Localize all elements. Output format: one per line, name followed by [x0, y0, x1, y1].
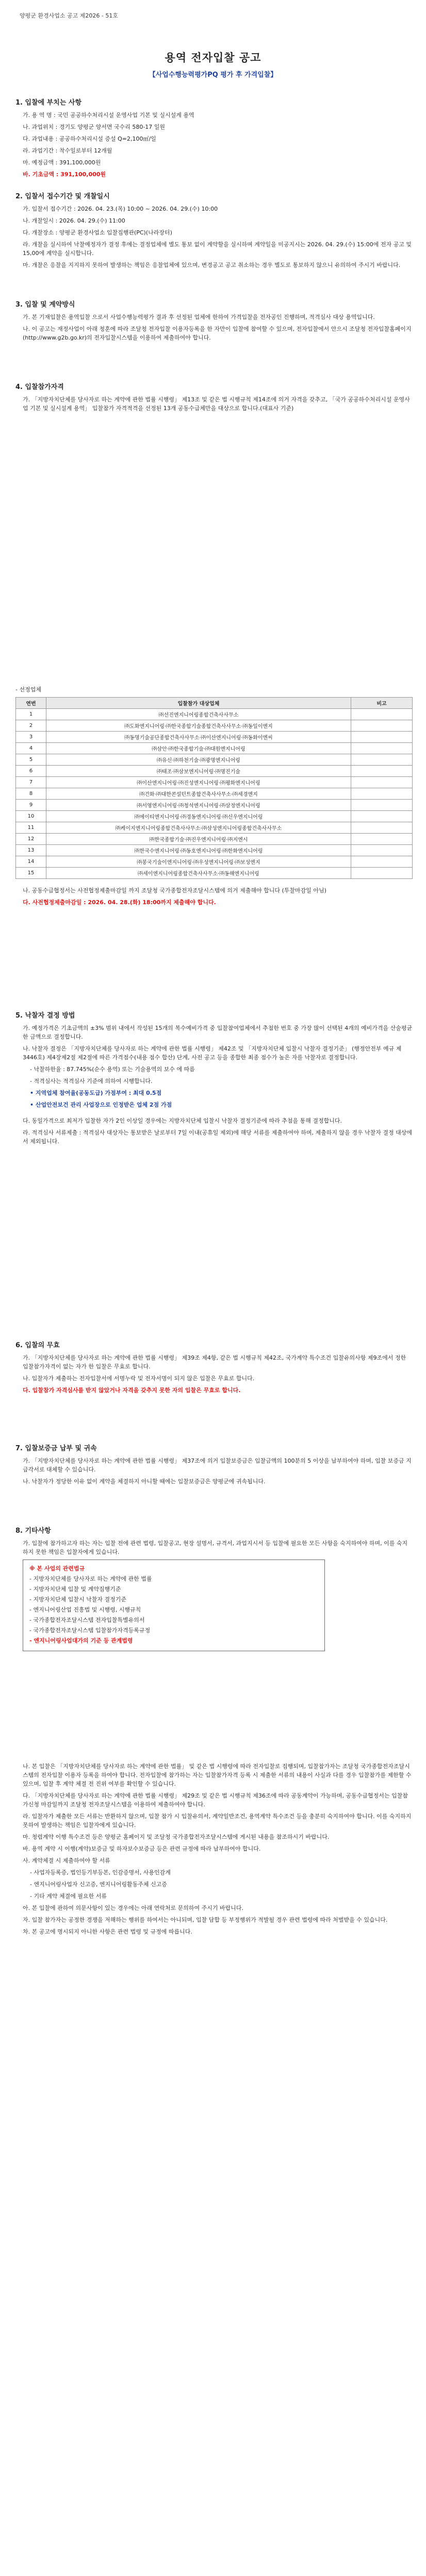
table-row — [16, 868, 413, 879]
note-cell — [351, 800, 413, 811]
table-row — [16, 709, 413, 720]
selected-firms-table — [15, 697, 413, 879]
note-cell — [351, 856, 413, 868]
page-title: 용역 전자입찰 공고 — [165, 52, 261, 64]
item-line: 가. 용 역 명 : 국민 공공하수처리시설 운영사업 기본 및 실시설계 용역 — [23, 112, 194, 118]
item-line: 다. 개찰장소 : 양평군 환경사업소 입찰집행관(PC)(나라장터) — [23, 229, 172, 236]
item-line: - 낙찰하한율 : 87.745%(순수 용역) 또는 기술용역의 보수 에 따름 — [30, 1066, 195, 1073]
item-line: 나. 낙찰자 결정은 「지방자치단체를 당사자로 하는 계약에 관한 법률 시행령」 제42조 및 「지방자치단체 입찰시 낙찰자 결정기준」 (행정안전부 예규 제3446호) 제4장제2절 제2절에 따른 가격점수(내용 점수 합산) 단계, 사전 공고 등을 종합한 최종 점수가 높은 자를 낙찰자로 결정합니다. — [23, 1045, 402, 1061]
col-header-firm: 입찰참가 대상업체 — [46, 698, 351, 709]
row-number-cell: 15 — [16, 868, 46, 879]
box-item: - 지방자치단체 입찰시 낙찰자 결정기준 — [29, 1596, 126, 1603]
firm-name-cell: ㈜삼안·㈜한국종합기술·㈜대원엔지니어링 — [46, 743, 351, 754]
section-heading: 3. 입찰 및 계약방식 — [15, 301, 75, 309]
note-cell — [351, 834, 413, 845]
table-header-row — [16, 698, 413, 709]
row-number-cell: 8 — [16, 788, 46, 800]
item-line: 나. 과업위치 : 경기도 양평군 양서면 국수리 580-17 일원 — [23, 124, 166, 130]
table-row — [16, 743, 413, 754]
item-line: - 사업자등록증, 법인등기부등본, 인감증명서, 사용인감계 — [30, 1869, 171, 1876]
row-number-cell: 2 — [16, 720, 46, 732]
note-cell — [351, 788, 413, 800]
item-line: - 엔지니어링사업자 신고증, 엔지니어링활동주체 신고증 — [30, 1881, 167, 1888]
firm-name-cell: ㈜태조·㈜삼보엔지니어링·㈜명진기술 — [46, 766, 351, 777]
section-heading: 8. 기타사항 — [15, 1527, 51, 1535]
section-heading: 1. 입찰에 부치는 사항 — [15, 99, 82, 107]
section-bid-items — [15, 97, 413, 182]
section-heading: 6. 입찰의 무효 — [15, 1342, 60, 1349]
section-eligibility — [15, 381, 413, 416]
item-line: 가. 「지방자치단체를 당사자로 하는 계약에 관한 법률 시행령」 제37조에 의거 입찰보증금은 입찰금액의 100분의 5 이상을 납부하여야 하며, 입찰 보증금 지급각서로 대체할 수 있습니다. — [23, 1458, 412, 1473]
firm-name-cell: ㈜이산엔지니어링·㈜진성엔지니어링·㈜평화엔지니어링 — [46, 777, 351, 788]
item-line: 라. 입찰자가 제출한 모든 서류는 반환하지 않으며, 입찰 참가 시 입찰유의서, 계약일반조건, 용역계약 특수조건 등을 충분히 숙지하여야 합니다. 이를 숙지하지 못하여 발생하는 책임은 입찰자에게 있습니다. — [23, 1813, 412, 1828]
item-line: 나. 이 공고는 재정사업이 아래 청훈에 따라 조달청 전자입찰 이용자등록을 한 자만이 입찰에 참여할 수 있으며, 전자입찰에서 안으시 조달청 전자입찰홈페이지(http://www.g2b.go.kr)의 전자입찰시스템을 이용하여 제출하여야 합니다. — [23, 326, 412, 341]
item-line: 차. 본 공고에 명시되지 아니한 사항은 관련 법령 및 규정에 따릅니다. — [23, 1928, 192, 1935]
firm-name-cell: ㈜유신·㈜하천기술·㈜광명엔지니어링 — [46, 754, 351, 766]
section-heading: 2. 입찰서 접수기간 및 개찰일시 — [15, 193, 110, 200]
firm-name-cell: ㈜동명기술공단종합건축사사무소·㈜이산엔지니어링·㈜동화이엔씨 — [46, 732, 351, 743]
table-row — [16, 845, 413, 856]
note-cell — [351, 777, 413, 788]
item-line: 나. 본 입찰은 「지방자치단체를 당사자로 하는 계약에 관한 법률」 및 같은 법 시행령에 따라 전자입찰로 집행되며, 입찰참가자는 조달청 국가종합전자조달시스템의 전자입찰 이용자 등록을 하여야 합니다. 전자입찰에 참가하는 자는 입찰참가자격 등록 시 제출한 서류의 내용이 사실과 다를 경우 입찰참가를 제한할 수 있으며, 입찰 후 계약 체결 전 진위 여부를 확인할 수 있습니다. — [23, 1763, 412, 1787]
table-row — [16, 777, 413, 788]
item-line: 다. 「지방자치단체를 당사자로 하는 계약에 관한 법률 시행령」 제29조 및 같은 법 시행규칙 제36조에 따라 공동계약이 가능하며, 공동수급협정서는 입찰참가신청 마감일까지 조달청 전자조달시스템을 이용하여 제출하여야 합니다. — [23, 1792, 408, 1808]
firm-name-cell: ㈜선진엔지니어링종합건축사사무소 — [46, 709, 351, 720]
note-cell — [351, 845, 413, 856]
bonus-line: • 산업안전보건 관리 사업장으로 인정받은 업체 2점 가점 — [30, 1101, 172, 1108]
invalid-highlight: 다. 입찰참가 자격심사를 받지 않았거나 자격을 갖추지 못한 자의 입찰은 무효로 합니다. — [23, 1387, 241, 1394]
item-line: 가. 「지방자치단체를 당사자로 하는 계약에 관한 법률 시행령」 제13조 및 같은 법 시행규칙 제14조에 의거 자격을 갖추고, 「국가 공공하수처리시설 운영사업 기본 및 실시설계 용역」 입찰참가 자격적격을 선정된 13개 공동수급체만을 대상으로 합니다.(대표사 기준) — [23, 396, 410, 412]
row-number-cell: 6 — [16, 766, 46, 777]
row-number-cell: 13 — [16, 845, 46, 856]
firm-name-cell: ㈜봉국기술이엔지니어링·㈜우성엔지니어링·㈜보성엔지 — [46, 856, 351, 868]
section-heading: 4. 입찰참가자격 — [15, 383, 64, 391]
note-cell — [351, 766, 413, 777]
col-header-note: 비고 — [351, 698, 413, 709]
row-number-cell: 5 — [16, 754, 46, 766]
related-laws-box — [23, 1560, 325, 1651]
row-number-cell: 4 — [16, 743, 46, 754]
table-row — [16, 788, 413, 800]
section-other-details — [15, 1762, 413, 1939]
table-row — [16, 754, 413, 766]
item-line: 사. 계약체결 시 제출하여야 할 서류 — [23, 1857, 110, 1864]
col-header-no: 연번 — [16, 698, 46, 709]
section-heading: 5. 낙찰자 결정 방법 — [15, 1012, 75, 1020]
item-line: 라. 과업기간 : 착수일로부터 12개월 — [23, 147, 112, 154]
box-item: - 엔지니어링산업 진흥법 및 시행령, 시행규칙 — [29, 1606, 141, 1613]
table-row — [16, 811, 413, 822]
table-row — [16, 822, 413, 834]
selected-firms-block — [15, 685, 413, 907]
note-cell — [351, 743, 413, 754]
box-title: ※ 본 사업의 관련법규 — [29, 1565, 85, 1572]
item-line: 가. 예정가격은 기초금액의 ±3% 범위 내에서 작성된 15개의 복수예비가격 중 입찰참여업체에서 추첨한 번호 중 가장 많이 선택된 4개의 예비가격을 산술평균 한 금액으로 결정합니다. — [23, 1025, 413, 1040]
box-item: - 국가종합전자조달시스템 입찰참가자격등록규정 — [29, 1627, 151, 1634]
item-line: 다. 과업내용 : 공공하수처리시설 증설 Q=2,100㎥/일 — [23, 135, 156, 142]
item-line: 라. 적격심사 서류제출 : 적격심사 대상자는 통보받은 날로부터 7일 이내(공휴일 제외)에 해당 서류를 제출하여야 하며, 제출하지 않을 경우 낙찰자 결정 대상에서 제외됩니다. — [23, 1129, 413, 1145]
bonus-line: • 지역업체 참여율(공동도급) 가점부여 : 최대 0.5점 — [30, 1090, 162, 1096]
section-award-method — [15, 1010, 413, 1149]
row-number-cell: 3 — [16, 732, 46, 743]
item-line: 마. 개찰은 응찰을 지지하지 못하여 발생하는 책임은 응찰업체에 있으며, 변경공고 공고 취소하는 경우 별도로 통보하지 않으니 유의하여 주시기 바랍니다. — [23, 262, 401, 268]
item-line: 가. 입찰서 접수기간 : 2026. 04. 23.(목) 10:00 ~ 2026. 04. 29.(수) 10:00 — [23, 206, 218, 212]
section-schedule — [15, 191, 413, 273]
item-line: 가. 본 기재입찰은 용역입찰 으로서 사업수행능력평가 결과 후 선정된 업체에 한하여 가격입찰을 전자공인 진행하며, 적격심사 대상 용역입니다. — [23, 314, 375, 320]
row-number-cell: 11 — [16, 822, 46, 834]
item-line — [15, 898, 413, 907]
row-number-cell: 10 — [16, 811, 46, 822]
row-number-cell: 1 — [16, 709, 46, 720]
section-bid-bond — [15, 1443, 413, 1489]
firm-name-cell: ㈜도화엔지니어링·㈜한국종합기술종합건축사사무소·㈜동일이엔지 — [46, 720, 351, 732]
note-cell — [351, 754, 413, 766]
section-other — [15, 1525, 413, 1655]
base-amount-line: 바. 기초금액 : 391,100,000원 — [23, 171, 106, 178]
row-number-cell: 12 — [16, 834, 46, 845]
page-subtitle: 【사업수행능력평가PQ 평가 후 가격입찰】 — [149, 71, 277, 79]
firm-name-cell: ㈜케이지엔지니어링종합건축사사무소·㈜삼성엔지니어링종합건축사사무소 — [46, 822, 351, 834]
section-contract-method — [15, 299, 413, 345]
note-cell — [351, 868, 413, 879]
note-cell — [351, 709, 413, 720]
box-item: - 지방자치단체를 당사자로 하는 계약에 관한 법률 — [29, 1575, 152, 1582]
section-heading: 7. 입찰보증금 납부 및 귀속 — [15, 1445, 97, 1452]
item-line: 다. 동일가격으로 최저가 입찰한 자가 2인 이상일 경우에는 지방자치단체 입찰시 낙찰자 결정기준에 따라 추첨을 통해 결정합니다. — [23, 1117, 342, 1124]
item-line: 나. 입찰자가 제출하는 전자입찰서에 서명누락 및 전자서명이 되지 않은 입찰은 무효로 합니다. — [23, 1375, 255, 1382]
table-row — [16, 720, 413, 732]
section-invalid-bids — [15, 1340, 413, 1398]
item-line: - 기타 계약 체결에 필요한 서류 — [30, 1893, 107, 1900]
firm-name-cell: ㈜한국수엔지니어링·㈜동호엔지니어링·㈜한화엔지니어링 — [46, 845, 351, 856]
table-row — [16, 856, 413, 868]
table-caption: - 선정업체 — [15, 686, 41, 693]
firm-name-cell: ㈜한국종합기술·㈜진우엔지니어링·㈜지엔시 — [46, 834, 351, 845]
box-item: - 지방자치단체 입찰 및 계약집행기준 — [29, 1586, 121, 1592]
item-line: 나. 개찰일시 : 2026. 04. 29.(수) 11:00 — [23, 217, 125, 224]
item-line: 마. 예정금액 : 391,100,000원 — [23, 159, 101, 166]
note-cell — [351, 732, 413, 743]
deadline-text: 다. 사전협정제출마감일 : 2026. 04. 28.(화) 18:00까지 제출해야 합니다. — [23, 899, 216, 906]
firm-name-cell: ㈜건화·㈜대한콘설턴트종합건축사사무소·㈜세경엔지 — [46, 788, 351, 800]
firm-name-cell: ㈜에이티엔지니어링·㈜경동엔지니어링·㈜신우엔지니어링 — [46, 811, 351, 822]
item-line: 아. 본 입찰에 관하여 의문사항이 있는 경우에는 아래 연락처로 문의하여 주시기 바랍니다. — [23, 1905, 243, 1911]
item-line: - 적격심사는 적격심사 기준에 의하여 시행합니다. — [30, 1078, 153, 1084]
row-number-cell: 7 — [16, 777, 46, 788]
row-number-cell: 14 — [16, 856, 46, 868]
item-line: 나. 낙찰자가 정당한 이유 없이 계약을 체결하지 아니할 때에는 입찰보증금은 양평군에 귀속됩니다. — [23, 1478, 266, 1485]
box-item: - 엔지니어링사업대가의 기준 등 관계법령 — [29, 1637, 133, 1644]
note-cell — [351, 822, 413, 834]
item-line: 가. 「지방자치단체를 당사자로 하는 계약에 관한 법률 시행령」 제39조 제4항, 같은 법 시행규칙 제42조, 국가계약 특수조건 입찰유의사항 제9조에서 정한 입찰참가자격이 없는 자가 한 입찰은 무효로 합니다. — [23, 1354, 406, 1370]
item-line: 가. 입찰에 참가하고자 하는 자는 입찰 전에 관련 법령, 입찰공고, 현장 설명서, 규격서, 과업지시서 등 입찰에 필요한 모든 사항을 숙지하여야 하며, 이를 숙지하지 못한 책임은 입찰자에게 있습니다. — [23, 1540, 408, 1555]
table-row — [16, 766, 413, 777]
table-row — [16, 834, 413, 845]
note-cell — [351, 811, 413, 822]
row-number-cell: 9 — [16, 800, 46, 811]
table-row — [16, 732, 413, 743]
item-line: 마. 청렴계약 이행 특수조건 등은 양평군 홈페이지 및 조달청 국가종합전자조달시스템에 게시된 내용을 참조하시기 바랍니다. — [23, 1834, 330, 1840]
table-row — [16, 800, 413, 811]
document-number: 양평군 환경사업소 공고 제2026 - 51호 — [20, 12, 118, 19]
note-cell — [351, 720, 413, 732]
item-line: 바. 용역 계약 시 이행(계약)보증금 및 하자보수보증금 등은 관련 규정에 따라 납부하여야 합니다. — [23, 1845, 261, 1852]
firm-name-cell: ㈜서영엔지니어링·㈜청석엔지니어링·㈜삼정엔지니어링 — [46, 800, 351, 811]
item-line: 나. 공동수급협정서는 사전협정제출마감일 까지 조달청 국가종합전자조달시스템에 의거 제출해야 합니다 (투찰마감일 아님) — [23, 887, 326, 894]
item-line: 라. 개찰을 실시하여 낙찰예정자가 결정 후에는 결정업체에 별도 통보 없이 계약할을 실시하며 계약일을 미공지시는 2026. 04. 29.(수) 15:00에 전자 공고 및 15,00에 계약을 실시합니다. — [23, 241, 412, 257]
firm-name-cell: ㈜세이엔지니어링종합건축사사무소·㈜동해엔지니어링 — [46, 868, 351, 879]
box-item: - 국가종합전자조달시스템 전자입찰특별유의서 — [29, 1617, 145, 1623]
item-line: 자. 입찰 참가자는 공정한 경쟁을 저해하는 행위를 하여서는 아니되며, 입찰 담합 등 부정행위가 적발될 경우 관련 법령에 따라 처벌받을 수 있습니다. — [23, 1917, 388, 1923]
